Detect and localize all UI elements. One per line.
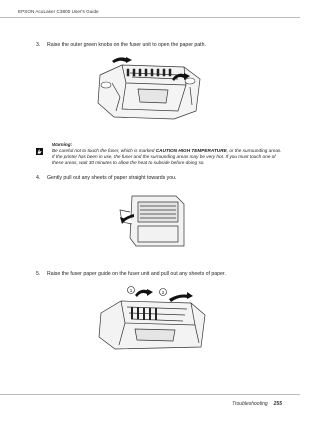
footer-section: Troubleshooting xyxy=(232,401,268,407)
step-number: 5. xyxy=(36,271,41,277)
fuser-knobs-illustration xyxy=(92,53,208,123)
footer-divider xyxy=(0,394,300,395)
step-number: 4. xyxy=(36,175,41,181)
fuser-paper-guide-illustration xyxy=(95,283,210,353)
callout-1: 1 xyxy=(129,287,133,293)
step-4 xyxy=(36,175,286,183)
warning-text-before: Be careful not to touch the fuser, which is marked xyxy=(52,147,156,153)
page-footer xyxy=(232,401,282,407)
step-text: Raise the outer green knobs on the fuser unit to open the paper path. xyxy=(47,42,206,48)
warning-hand-icon xyxy=(36,142,43,149)
warning-note xyxy=(52,142,284,166)
page-header: EPSON AcuLaser C3800 User's Guide xyxy=(18,9,99,14)
page-number: 255 xyxy=(273,401,282,407)
step-3 xyxy=(36,42,286,50)
step-text: Raise the fuser paper guide on the fuser unit and pull out any sheets of paper. xyxy=(47,271,226,277)
callout-2: 2 xyxy=(161,289,165,295)
step-number: 3. xyxy=(36,42,41,48)
warning-text xyxy=(52,148,282,165)
warning-text-after: , or the surrounding areas. If the printer has been in use, the fuser and the surrounding areas may be very hot. If you must touch one of these areas, wait 30 minutes to allow the heat to subside before doing so. xyxy=(52,147,282,165)
step-5 xyxy=(36,271,286,279)
step-text: Gently pull out any sheets of paper straight towards you. xyxy=(47,175,177,181)
warning-title: Warning: xyxy=(52,142,73,147)
pull-paper-illustration xyxy=(118,188,190,250)
warning-emphasis: CAUTION HIGH TEMPERATURE xyxy=(155,147,227,153)
header-divider xyxy=(0,17,300,18)
